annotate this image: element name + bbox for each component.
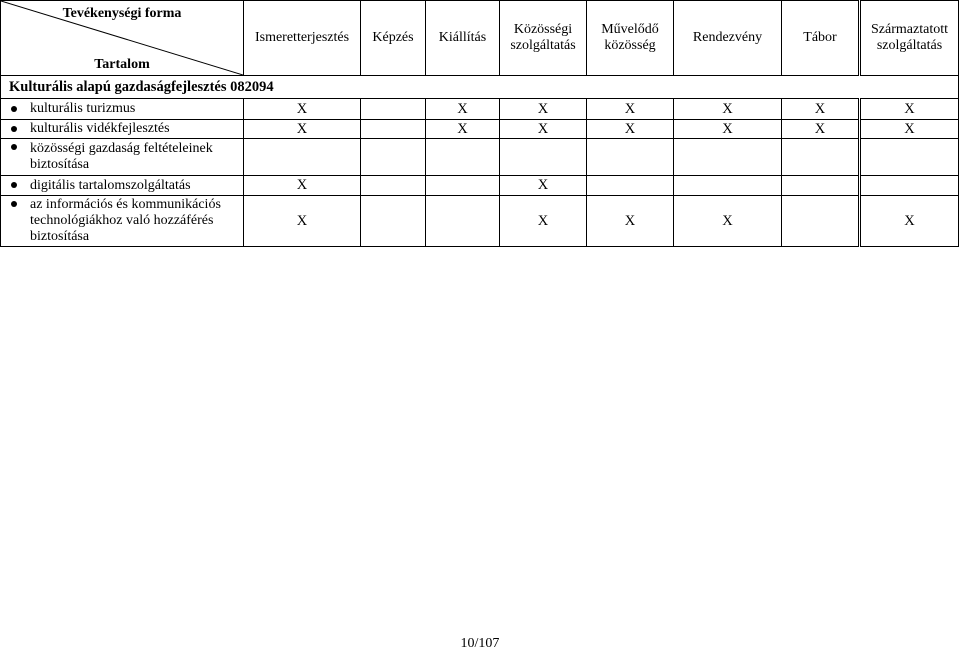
- bullet-icon: [11, 144, 17, 150]
- table-cell: [361, 176, 426, 196]
- row-label: digitális tartalomszolgáltatás: [30, 177, 191, 193]
- table-cell: X: [244, 120, 361, 139]
- table-cell: X: [244, 196, 361, 247]
- table-cell: X: [500, 196, 587, 247]
- table-cell: [782, 139, 860, 176]
- column-header: Művelődő közösség: [587, 1, 674, 76]
- column-header: Rendezvény: [674, 1, 782, 76]
- table-cell: X: [587, 196, 674, 247]
- row-label: az információs és kommunikációs technológiákhoz való hozzáférés biztosítása: [30, 197, 221, 244]
- row-label: kulturális turizmus: [30, 101, 136, 116]
- bullet-icon: [11, 126, 17, 132]
- table-cell: [244, 139, 361, 176]
- table-cell: [860, 139, 959, 176]
- activity-matrix-table: [0, 0, 959, 247]
- table-cell: [587, 139, 674, 176]
- column-header: Kiállítás: [426, 1, 500, 76]
- table-cell: [860, 176, 959, 196]
- table-cell: X: [860, 196, 959, 247]
- table-cell: X: [244, 176, 361, 196]
- table-cell: [426, 196, 500, 247]
- table-cell: X: [674, 99, 782, 120]
- header-row: [1, 1, 959, 76]
- table-cell: [361, 139, 426, 176]
- table-row: [1, 139, 959, 176]
- table-row: [1, 176, 959, 196]
- bullet-icon: [11, 106, 17, 112]
- table-cell: X: [587, 120, 674, 139]
- table-cell: [674, 176, 782, 196]
- column-header: Képzés: [361, 1, 426, 76]
- row-label-cell: [1, 176, 244, 196]
- table-row: [1, 120, 959, 139]
- row-label-cell: [1, 120, 244, 139]
- table-cell: [361, 99, 426, 120]
- page-number: 10/107: [460, 636, 500, 651]
- column-header: Ismeretterjesztés: [244, 1, 361, 76]
- column-header: Közösségi szolgáltatás: [500, 1, 587, 76]
- table-row: [1, 99, 959, 120]
- table-cell: X: [426, 99, 500, 120]
- table-cell: X: [244, 99, 361, 120]
- section-row: [1, 76, 959, 99]
- bullet-icon: [11, 201, 17, 207]
- corner-label-activity: Tevékenységi forma: [62, 6, 182, 21]
- row-label: kulturális vidékfejlesztés: [30, 121, 170, 136]
- table-cell: [587, 176, 674, 196]
- table-row: [1, 196, 959, 247]
- table-cell: X: [500, 99, 587, 120]
- corner-label-content: Tartalom: [94, 57, 150, 72]
- table-cell: X: [674, 120, 782, 139]
- table-cell: X: [500, 176, 587, 196]
- table-cell: [426, 176, 500, 196]
- column-header: Származtatott szolgáltatás: [860, 1, 959, 76]
- row-label: közösségi gazdaság feltételeinek biztosítása: [30, 141, 213, 172]
- row-label-cell: [1, 139, 244, 176]
- table-cell: [361, 120, 426, 139]
- table-cell: [782, 176, 860, 196]
- column-header: Tábor: [782, 1, 860, 76]
- table-cell: X: [426, 120, 500, 139]
- table-cell: X: [860, 120, 959, 139]
- table-cell: [426, 139, 500, 176]
- table-cell: X: [860, 99, 959, 120]
- corner-header-cell: [1, 1, 244, 76]
- table-cell: X: [587, 99, 674, 120]
- table-cell: X: [674, 196, 782, 247]
- section-title: Kulturális alapú gazdaságfejlesztés 082094: [1, 76, 959, 99]
- table-cell: X: [782, 120, 860, 139]
- table-cell: [674, 139, 782, 176]
- table-cell: [782, 196, 860, 247]
- bullet-icon: [11, 182, 17, 188]
- table-cell: [361, 196, 426, 247]
- row-label-cell: [1, 99, 244, 120]
- row-label-cell: [1, 196, 244, 247]
- table-cell: X: [500, 120, 587, 139]
- table-cell: [500, 139, 587, 176]
- table-cell: X: [782, 99, 860, 120]
